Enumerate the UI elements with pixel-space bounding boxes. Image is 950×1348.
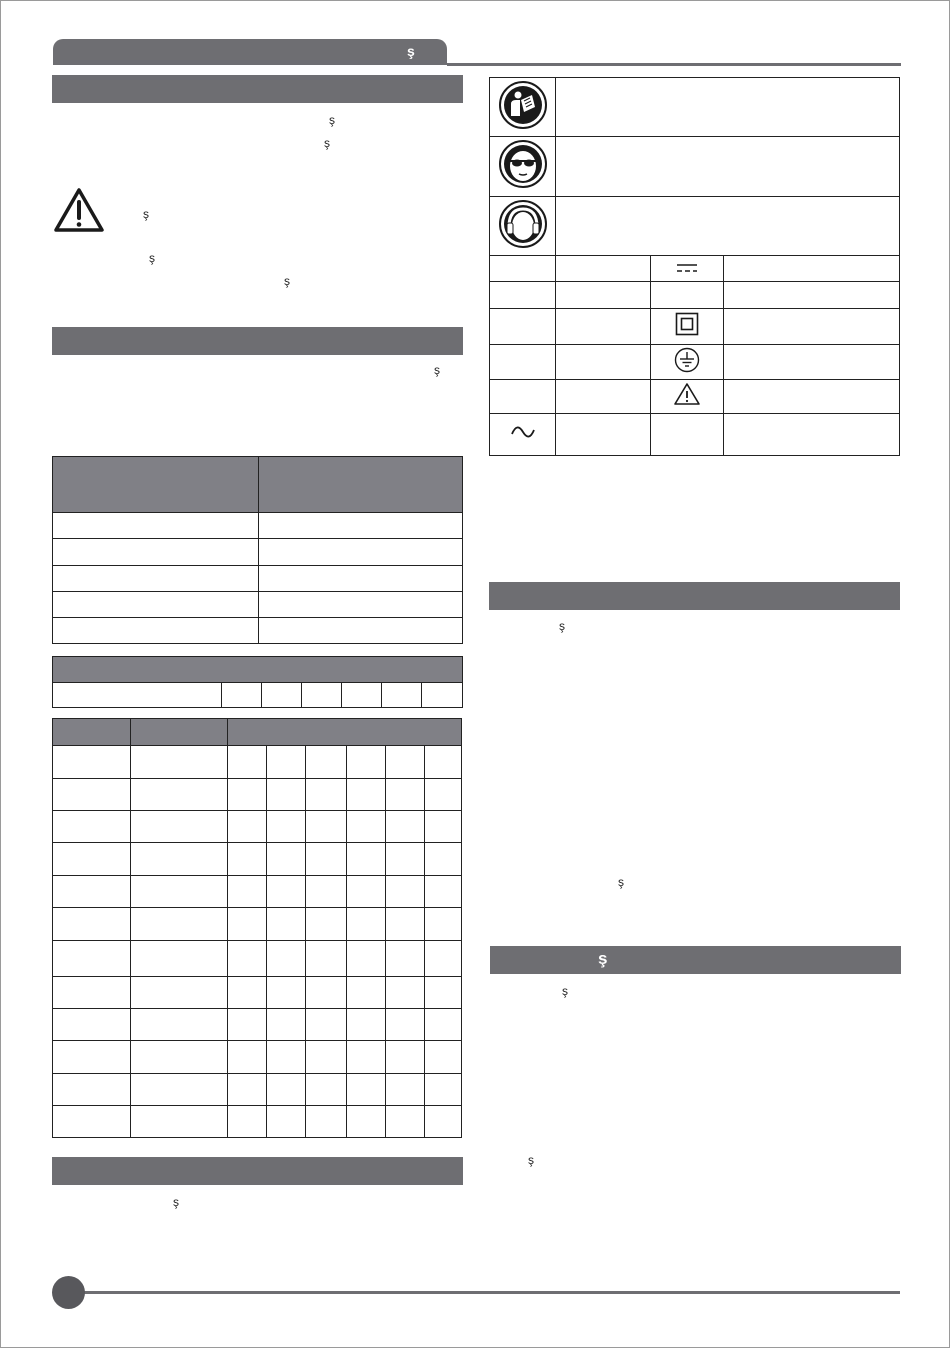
section-bar-4 [489,582,900,610]
symbol-cell [490,380,556,414]
ear-protection-icon [498,199,548,249]
table-cell [259,592,463,618]
symbol-cell [490,78,556,137]
symbol-description [556,256,651,282]
table-header-cell [131,719,228,746]
text-glyph: ş [618,875,624,889]
symbol-cell [651,256,724,282]
table-cell [53,513,259,539]
table-header-cell [228,719,462,746]
text-glyph: ş [173,1195,179,1209]
symbol-description [724,380,900,414]
table-cell [342,683,382,708]
symbol-description [556,197,900,256]
table-cell [53,592,259,618]
table-header-cell [259,457,463,513]
symbol-cell [490,137,556,197]
text-glyph: ş [329,113,335,127]
table-header-cell [53,719,131,746]
symbol-description [556,137,900,197]
text-glyph: ş [528,1153,534,1167]
symbol-description [724,414,900,456]
table-cell [259,513,463,539]
text-glyph: ş [149,251,155,265]
table-cell [53,539,259,566]
symbol-cell [490,197,556,256]
spec-table [52,456,463,644]
symbol-description [556,380,651,414]
section-bar-1 [52,75,463,103]
section-bar-3 [52,1157,463,1185]
symbol-description [724,345,900,380]
symbol-description [556,309,651,345]
header-tab-glyph: ş [407,43,415,59]
table-cell [422,683,463,708]
alternating-current-icon [510,424,536,440]
text-glyph: ş [559,619,565,633]
table-cell [259,618,463,644]
safety-glasses-icon [498,139,548,189]
table-cell [259,539,463,566]
symbol-description [724,309,900,345]
direct-current-icon [675,263,699,273]
symbol-cell [490,414,556,456]
symbol-description [556,414,651,456]
read-manual-icon [498,80,548,130]
text-glyph: ş [434,363,440,377]
text-glyph: ş [284,274,290,288]
symbol-description [724,282,900,309]
text-glyph: ş [324,136,330,150]
symbol-cell [490,309,556,345]
symbol-cell [651,414,724,456]
symbol-cell [490,256,556,282]
section-bar-5 [490,946,901,974]
size-table [52,656,463,708]
warning-triangle-icon [673,382,701,406]
table-cell [382,683,422,708]
symbol-description [556,282,651,309]
symbols-table [489,77,900,456]
table-cell [53,566,259,592]
symbol-cell [490,345,556,380]
earth-ground-icon [674,347,700,373]
table-cell [53,683,222,708]
warning-triangle-icon [52,186,106,234]
text-glyph: ş [143,207,149,221]
header-rule [447,63,901,66]
text-glyph: ş [562,984,568,998]
section-bar-2 [52,327,463,355]
symbol-cell [651,380,724,414]
symbol-cell [651,309,724,345]
page-number-badge [52,1276,85,1309]
table-header-cell [53,657,463,683]
symbol-description [556,78,900,137]
table-cell [53,618,259,644]
table-header-cell [53,457,259,513]
symbol-cell [490,282,556,309]
footer-rule [84,1291,900,1294]
speed-table [52,718,462,1138]
table-cell [262,683,302,708]
symbol-cell [651,282,724,309]
table-cell [222,683,262,708]
symbol-cell [651,345,724,380]
symbol-description [556,345,651,380]
section-title: ş [598,949,608,968]
header-tab [53,39,447,65]
table-cell [302,683,342,708]
symbol-description [724,256,900,282]
table-cell [259,566,463,592]
double-insulation-icon [675,312,699,336]
